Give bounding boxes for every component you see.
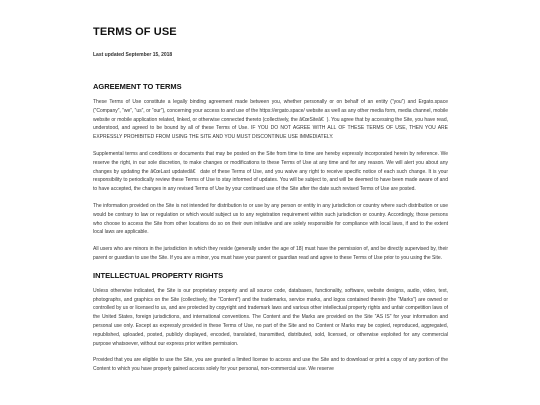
section-agreement-to-terms (93, 82, 448, 263)
page-title: TERMS OF USE (93, 26, 177, 38)
paragraph: Supplemental terms and conditions or documents that may be posted on the Site from time to time are hereby expressly incorporated herein by reference. We reserve the right, in our sole discretion, to make changes or modifications to these Terms of Use at any time and for any reason. We will alert you about any changes by updating the â€œLast updatedâ€ date of these Terms of Use, and you waive any right to receive specific notice of each such change. It is your responsibility to periodically review these Terms of Use to stay informed of updates. You will be subject to, and will be deemed to have been made aware of and to have accepted, the changes in any revised Terms of Use by your continued use of the Site after the date such revised Terms of Use are posted. (93, 150, 448, 193)
paragraph: The information provided on the Site is not intended for distribution to or use by any person or entity in any jurisdiction or country where such distribution or use would be contrary to law or regulation or which would subject us to any registration requirement within such jurisdiction or country. Accordingly, those persons who choose to access the Site from other locations do so on their own initiative and are solely responsible for compliance with local laws, if and to the extent local laws are applicable. (93, 202, 448, 236)
paragraph: Unless otherwise indicated, the Site is our proprietary property and all source code, databases, functionality, software, website designs, audio, video, text, photographs, and graphics on the Site (collectively, the “Content”) and the trademarks, service marks, and logos contained therein (the “Marks”) are owned or controlled by us or licensed to us, and are protected by copyright and trademark laws and various other intellectual property rights and unfair competition laws of the United States, foreign jurisdictions, and international conventions. The Content and the Marks are provided on the Site “AS IS” for your information and personal use only. Except as expressly provided in these Terms of Use, no part of the Site and no Content or Marks may be copied, reproduced, aggregated, republished, uploaded, posted, publicly displayed, encoded, translated, transmitted, distributed, sold, licensed, or otherwise exploited for any commercial purpose whatsoever, without our express prior written permission. (93, 287, 448, 347)
paragraph: All users who are minors in the jurisdiction in which they reside (generally under the age of 18) must have the permission of, and be directly supervised by, their parent or guardian to use the Site. If you are a minor, you must have your parent or guardian read and agree to these Terms of Use prior to you using the Site. (93, 246, 448, 261)
section-heading: INTELLECTUAL PROPERTY RIGHTS (93, 270, 224, 280)
section-intellectual-property-rights (93, 271, 448, 374)
last-updated-date: Last updated September 15, 2018 (93, 52, 173, 58)
section-heading: AGREEMENT TO TERMS (93, 82, 182, 91)
paragraph: These Terms of Use constitute a legally binding agreement made between you, whether personally or on behalf of an entity (“you”) and Ergato.space (“Company”, “we”, “us”, or “our”), concerning your access to and use of the https://ergato.space/ website as well as any other media form, media channel, mobile website or mobile application related, linked, or otherwise connected thereto (collectively, the â€œSiteâ€). You agree that by accessing the Site, you have read, understood, and agreed to be bound by all of these Terms of Use. IF YOU DO NOT AGREE WITH ALL OF THESE TERMS OF USE, THEN YOU ARE EXPRESSLY PROHIBITED FROM USING THE SITE AND YOU MUST DISCONTINUE USE IMMEDIATELY. (93, 99, 448, 141)
terms-content (93, 82, 448, 382)
paragraph: Provided that you are eligible to use the Site, you are granted a limited license to access and use the Site and to download or print a copy of any portion of the Content to which you have properly gained access solely for your personal, non-commercial use. We reserve (93, 357, 448, 373)
